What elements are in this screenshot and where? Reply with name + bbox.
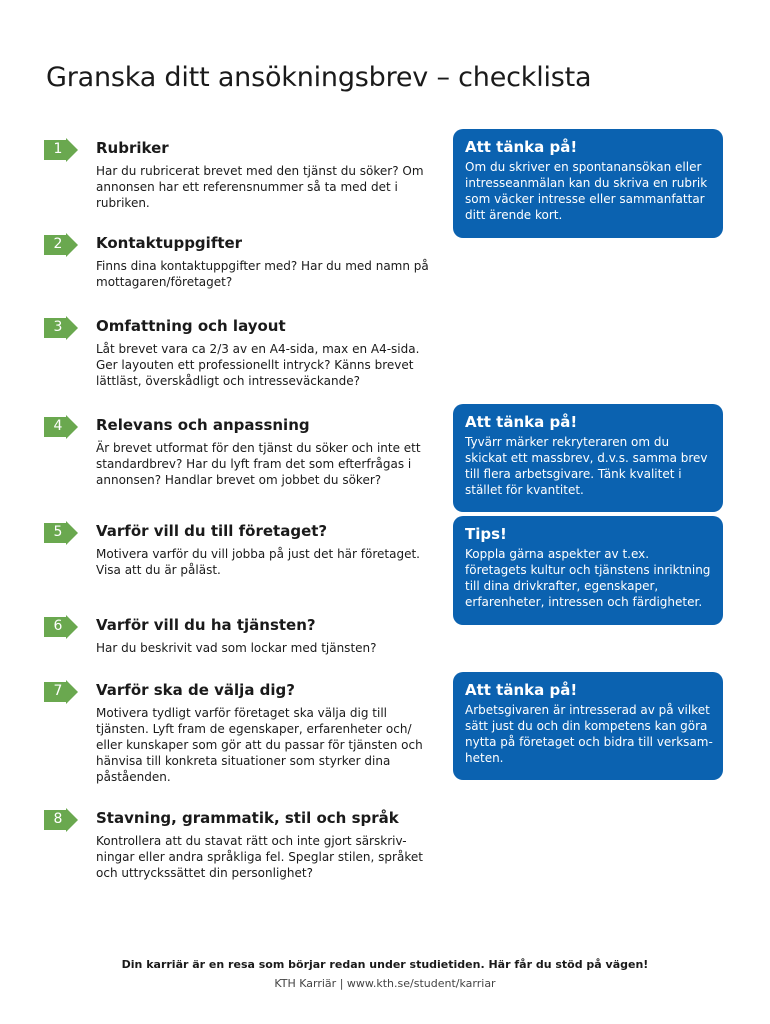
item-heading: Varför vill du ha tjänsten?: [96, 616, 316, 634]
number-arrow-badge: [44, 415, 78, 439]
tip-box-1: [453, 129, 723, 238]
number-arrow-badge: [44, 521, 78, 545]
tip-box-text: Arbetsgivaren är intresserad av på vilket sätt just du och din kompetens kan göra nytta på företaget och bidra till verksam- heten.: [465, 703, 713, 765]
tip-box-heading: Att tänka på!: [465, 138, 578, 156]
tip-box-heading: Tips!: [465, 525, 507, 543]
number-arrow-badge: [44, 615, 78, 639]
footer-source: KTH Karriär | www.kth.se/student/karriar: [274, 977, 496, 990]
item-number: 7: [53, 683, 63, 699]
item-text: Har du rubricerat brevet med den tjänst du söker? Om annonsen har ett referensnummer så ta med det i rubriken.: [96, 164, 424, 210]
item-text: Låt brevet vara ca 2/3 av en A4-sida, max en A4-sida. Ger layouten ett professionellt intryck? Känns brevet lättläst, överskådligt och intresseväckande?: [96, 342, 420, 388]
tip-box-text: Koppla gärna aspekter av t.ex. företagets kultur och tjänstens inriktning till dina drivkrafter, egenskaper, erfarenheter, intressen och färdigheter.: [465, 547, 711, 609]
page-title: Granska ditt ansökningsbrev – checklista: [46, 62, 592, 93]
item-number: 4: [53, 418, 63, 434]
item-number: 6: [53, 618, 63, 634]
item-heading: Relevans och anpassning: [96, 416, 310, 434]
item-number: 8: [53, 811, 63, 827]
tip-box-heading: Att tänka på!: [465, 681, 578, 699]
item-text: Motivera tydligt varför företaget ska välja dig till tjänsten. Lyft fram de egenskaper, erfarenheter och/ eller kunskaper som gör att du passar för tjänsten och hänvisa till konkreta situationer som styrker dina påståenden.: [96, 706, 423, 784]
number-arrow-badge: [44, 233, 78, 257]
tip-box-3: [453, 516, 723, 625]
tip-box-heading: Att tänka på!: [465, 413, 578, 431]
item-heading: Varför ska de välja dig?: [96, 681, 295, 699]
tip-box-text: Tyvärr märker rekryteraren om du skickat ett massbrev, d.v.s. samma brev till flera arbetsgivare. Tänk kvalitet i stället för kvantitet.: [465, 435, 708, 497]
item-number: 3: [53, 319, 63, 335]
item-heading: Stavning, grammatik, stil och språk: [96, 809, 399, 827]
item-number: 5: [53, 524, 63, 540]
item-number: 2: [53, 236, 63, 252]
number-arrow-badge: [44, 316, 78, 340]
item-heading: Varför vill du till företaget?: [96, 522, 328, 540]
item-text: Kontrollera att du stavat rätt och inte gjort särskriv- ningar eller andra språkliga fel. Speglar stilen, språket och uttryckssättet din personlighet?: [96, 834, 423, 880]
number-arrow-badge: [44, 808, 78, 832]
item-heading: Kontaktuppgifter: [96, 234, 243, 252]
item-text: Har du beskrivit vad som lockar med tjänsten?: [96, 641, 377, 655]
item-heading: Rubriker: [96, 139, 169, 157]
tip-box-2: [453, 404, 723, 512]
number-arrow-badge: [44, 680, 78, 704]
footer-tagline: Din karriär är en resa som börjar redan under studietiden. Här får du stöd på vägen!: [121, 958, 649, 971]
item-text: Motivera varför du vill jobba på just det här företaget. Visa att du är påläst.: [96, 547, 420, 577]
number-arrow-badge: [44, 138, 78, 162]
item-heading: Omfattning och layout: [96, 317, 286, 335]
item-number: 1: [53, 141, 63, 157]
item-text: Finns dina kontaktuppgifter med? Har du med namn på mottagaren/företaget?: [96, 259, 429, 289]
tip-box-text: Om du skriver en spontanansökan eller intresseanmälan kan du skriva en rubrik som väcker intresse eller sammanfattar ditt ärende kort.: [465, 160, 708, 222]
item-text: Är brevet utformat för den tjänst du söker och inte ett standardbrev? Har du lyft fram det som efterfrågas i annonsen? Handlar brevet om jobbet du söker?: [96, 441, 421, 487]
tip-box-4: [453, 672, 723, 780]
